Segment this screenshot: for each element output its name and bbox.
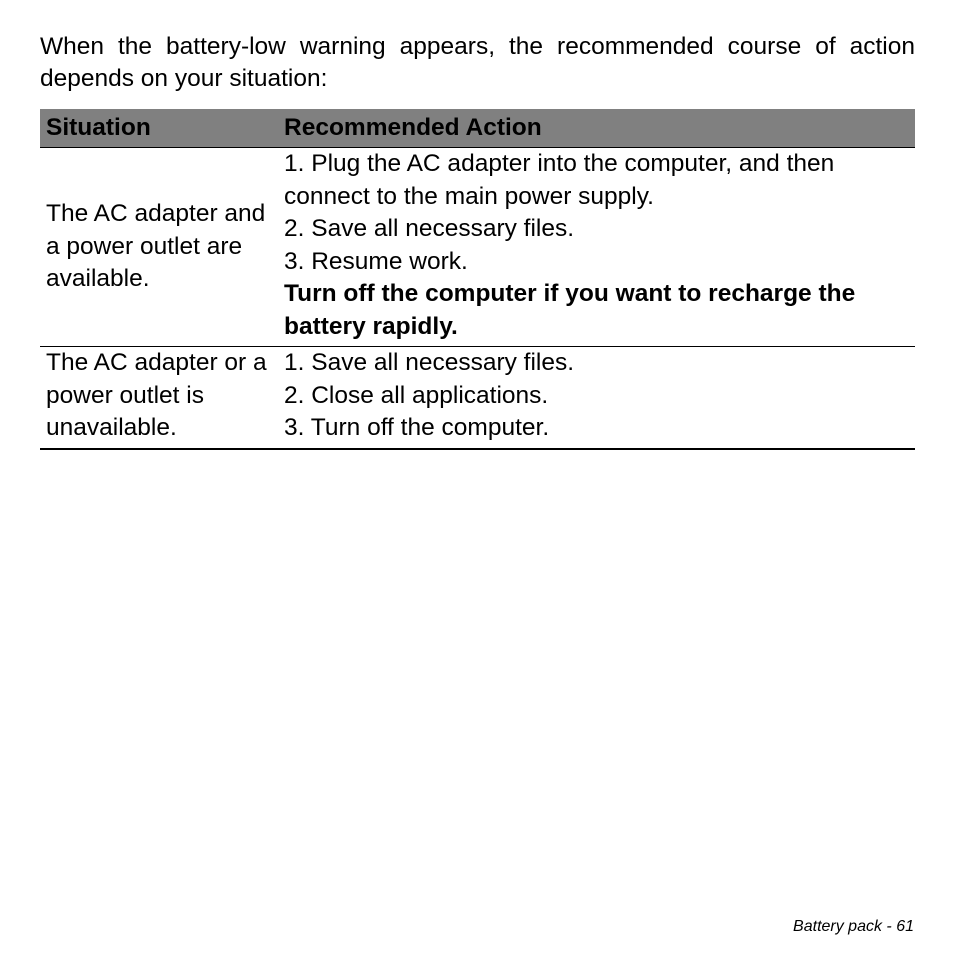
table-row	[40, 347, 915, 450]
action-step: 3. Resume work.	[284, 247, 468, 275]
footer-section-title: Battery pack -	[793, 918, 892, 935]
action-cell	[278, 148, 915, 347]
header-recommended-action: Recommended Action	[278, 109, 915, 148]
action-step: 3. Turn off the computer.	[284, 414, 550, 441]
action-cell	[278, 347, 915, 450]
situation-cell: The AC adapter or a power outlet is unavailable.	[40, 347, 278, 450]
header-situation: Situation	[40, 109, 278, 148]
action-step: 1. Plug the AC adapter into the computer, and then connect to the main power supply.	[284, 150, 835, 210]
action-note: Turn off the computer if you want to recharge the battery rapidly.	[284, 280, 856, 340]
action-step: 1. Save all necessary files.	[284, 349, 575, 376]
action-step: 2. Close all applications.	[284, 381, 549, 409]
table-header-row	[40, 109, 915, 148]
intro-paragraph: When the battery-low warning appears, the recommended course of action depends on your situation:	[40, 33, 915, 92]
situation-cell: The AC adapter and a power outlet are available.	[40, 148, 278, 347]
page-number: 61	[896, 918, 914, 935]
battery-low-action-table	[40, 109, 915, 450]
table-row	[40, 148, 915, 347]
page-footer	[793, 918, 914, 936]
action-step: 2. Save all necessary files.	[284, 215, 575, 242]
